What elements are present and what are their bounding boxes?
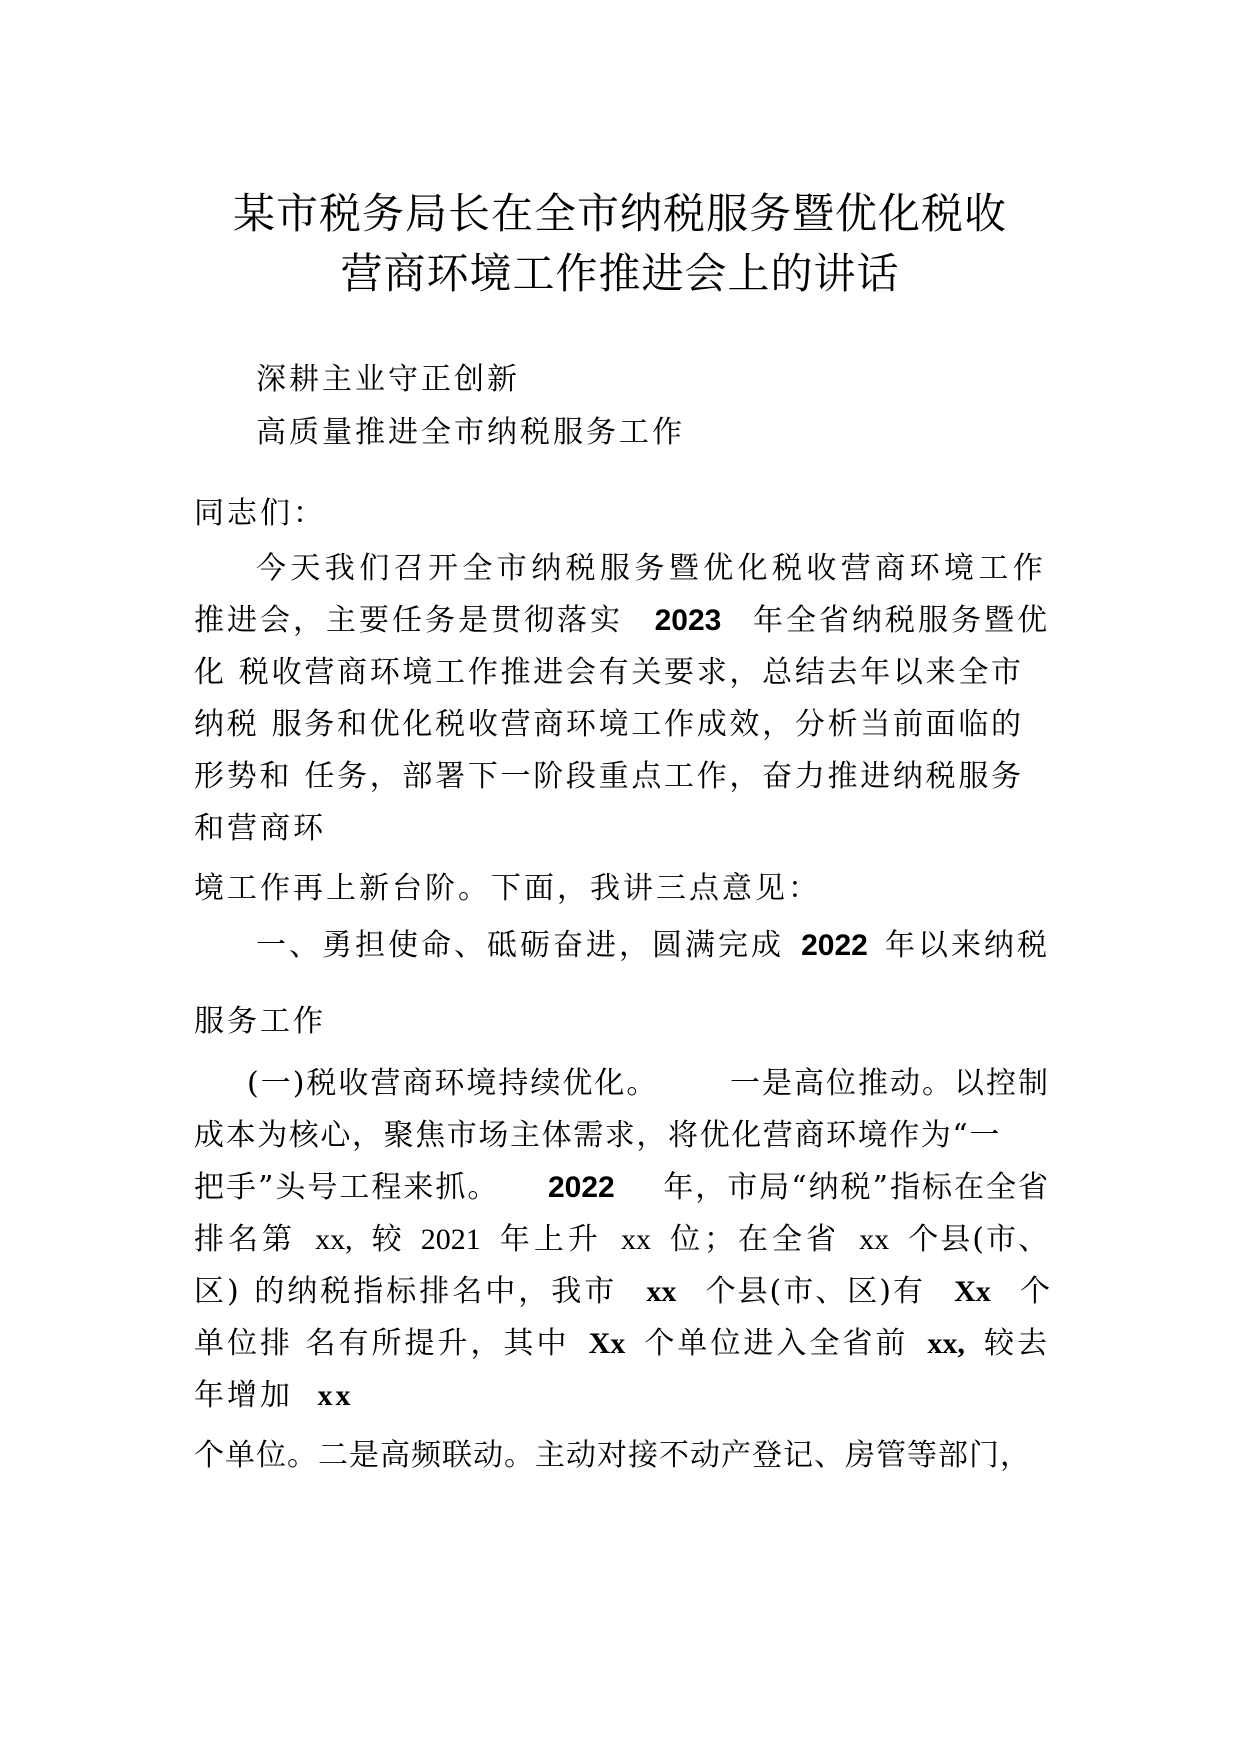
intro-line-2-text-a: 推进会，主要任务是贯彻落实 bbox=[194, 603, 623, 638]
para-1-subheading: (一)税收营商环境持续优化。 bbox=[247, 1066, 659, 1101]
para-1-line-4-seg-7: 位；在全省 bbox=[670, 1222, 841, 1257]
para-1-line-5-seg-5: 个 bbox=[1019, 1274, 1050, 1309]
para-1-line-3 bbox=[194, 1168, 1050, 1208]
para-1-line-3-text-b: 年，市局“纳税”指标在全省 bbox=[663, 1170, 1050, 1205]
para-1-line-6-seg-4: xx, bbox=[927, 1327, 965, 1360]
para-1-line-7-seg-2: xx bbox=[317, 1379, 354, 1412]
para-1-line-6-seg-1: 单位排 名有所提升，其中 bbox=[194, 1326, 570, 1361]
para-1-line-4-seg-8: xx bbox=[859, 1223, 890, 1256]
para-1-year-2022: 2022 bbox=[547, 1171, 615, 1204]
para-1-line-5 bbox=[194, 1272, 1050, 1312]
intro-line-1: 今天我们召开全市纳税服务暨优化税收营商环境工作 bbox=[256, 551, 1048, 586]
section-1-year-2022: 2022 bbox=[801, 929, 868, 962]
para-1-line-7-seg-1: 年增加 bbox=[194, 1378, 293, 1413]
para-1-line-2: 成本为核心，聚焦市场主体需求，将优化营商环境作为“一 bbox=[194, 1118, 1001, 1153]
salutation: 同志们： bbox=[194, 496, 326, 531]
intro-line-3: 化 税收营商环境工作推进会有关要求，总结去年以来全市 bbox=[194, 655, 1024, 690]
intro-year-2023: 2023 bbox=[654, 604, 722, 637]
para-1-line-4 bbox=[194, 1220, 1050, 1260]
para-1-line-5-seg-4: Xx bbox=[954, 1275, 991, 1308]
intro-line-5: 形势和 任务，部署下一阶段重点工作，奋力推进纳税服务 bbox=[194, 759, 1024, 794]
para-1-line-3-text-a: 把手”头号工程来抓。 bbox=[194, 1170, 500, 1205]
para-1-line-5-seg-1: 区) 的纳税指标排名中，我市 bbox=[194, 1274, 618, 1309]
para-1-line-7 bbox=[194, 1376, 354, 1416]
para-1-line-1 bbox=[247, 1064, 1050, 1104]
para-1-line-4-seg-6: xx bbox=[620, 1223, 651, 1256]
para-1-line-4-seg-3: 较 bbox=[371, 1222, 402, 1257]
para-1-line-6 bbox=[194, 1324, 1050, 1364]
para-1-line-6-seg-5: 较去 bbox=[983, 1326, 1050, 1361]
para-1-line-4-seg-1: 排名第 bbox=[194, 1222, 296, 1257]
intro-line-2 bbox=[194, 601, 1050, 641]
para-1-line-6-seg-3: 个单位进入全省前 bbox=[644, 1326, 909, 1361]
section-1-heading bbox=[256, 926, 1050, 966]
document-title-line-1: 某市税务局长在全市纳税服务暨优化税收 bbox=[232, 189, 1007, 238]
para-1-line-4-seg-9: 个县(市、 bbox=[908, 1222, 1050, 1257]
para-1-line-4-seg-5: 年上升 bbox=[499, 1222, 602, 1257]
document-title-line-2: 营商环境工作推进会上的讲话 bbox=[340, 249, 900, 298]
section-1-heading-continued: 服务工作 bbox=[194, 1004, 326, 1039]
intro-line-6: 和营商环 bbox=[194, 811, 326, 846]
para-1-line-6-seg-2: Xx bbox=[588, 1327, 626, 1360]
intro-line-7: 境工作再上新台阶。下面，我讲三点意见： bbox=[194, 871, 821, 906]
para-1-year-2021: 2021 bbox=[420, 1223, 481, 1256]
para-1-line-5-seg-2: xx bbox=[646, 1275, 677, 1308]
para-1-line-1-text: 一是高位推动。以控制 bbox=[730, 1066, 1050, 1101]
para-1-line-8: 个单位。二是高频联动。主动对接不动产登记、房管等部门， bbox=[194, 1438, 1031, 1473]
section-1-heading-text-b: 年以来纳税 bbox=[885, 928, 1050, 963]
para-1-line-4-seg-2: xx, bbox=[315, 1223, 353, 1256]
subtitle-line-2: 高质量推进全市纳税服务工作 bbox=[256, 415, 685, 450]
para-1-line-5-seg-3: 个县(市、区)有 bbox=[705, 1274, 925, 1309]
intro-line-4: 纳税 服务和优化税收营商环境工作成效，分析当前面临的 bbox=[194, 707, 1024, 742]
section-1-heading-text-a: 一、勇担使命、砥砺奋进，圆满完成 bbox=[256, 928, 784, 963]
subtitle-line-1: 深耕主业守正创新 bbox=[256, 362, 520, 397]
intro-line-2-text-b: 年全省纳税服务暨优 bbox=[753, 603, 1050, 638]
